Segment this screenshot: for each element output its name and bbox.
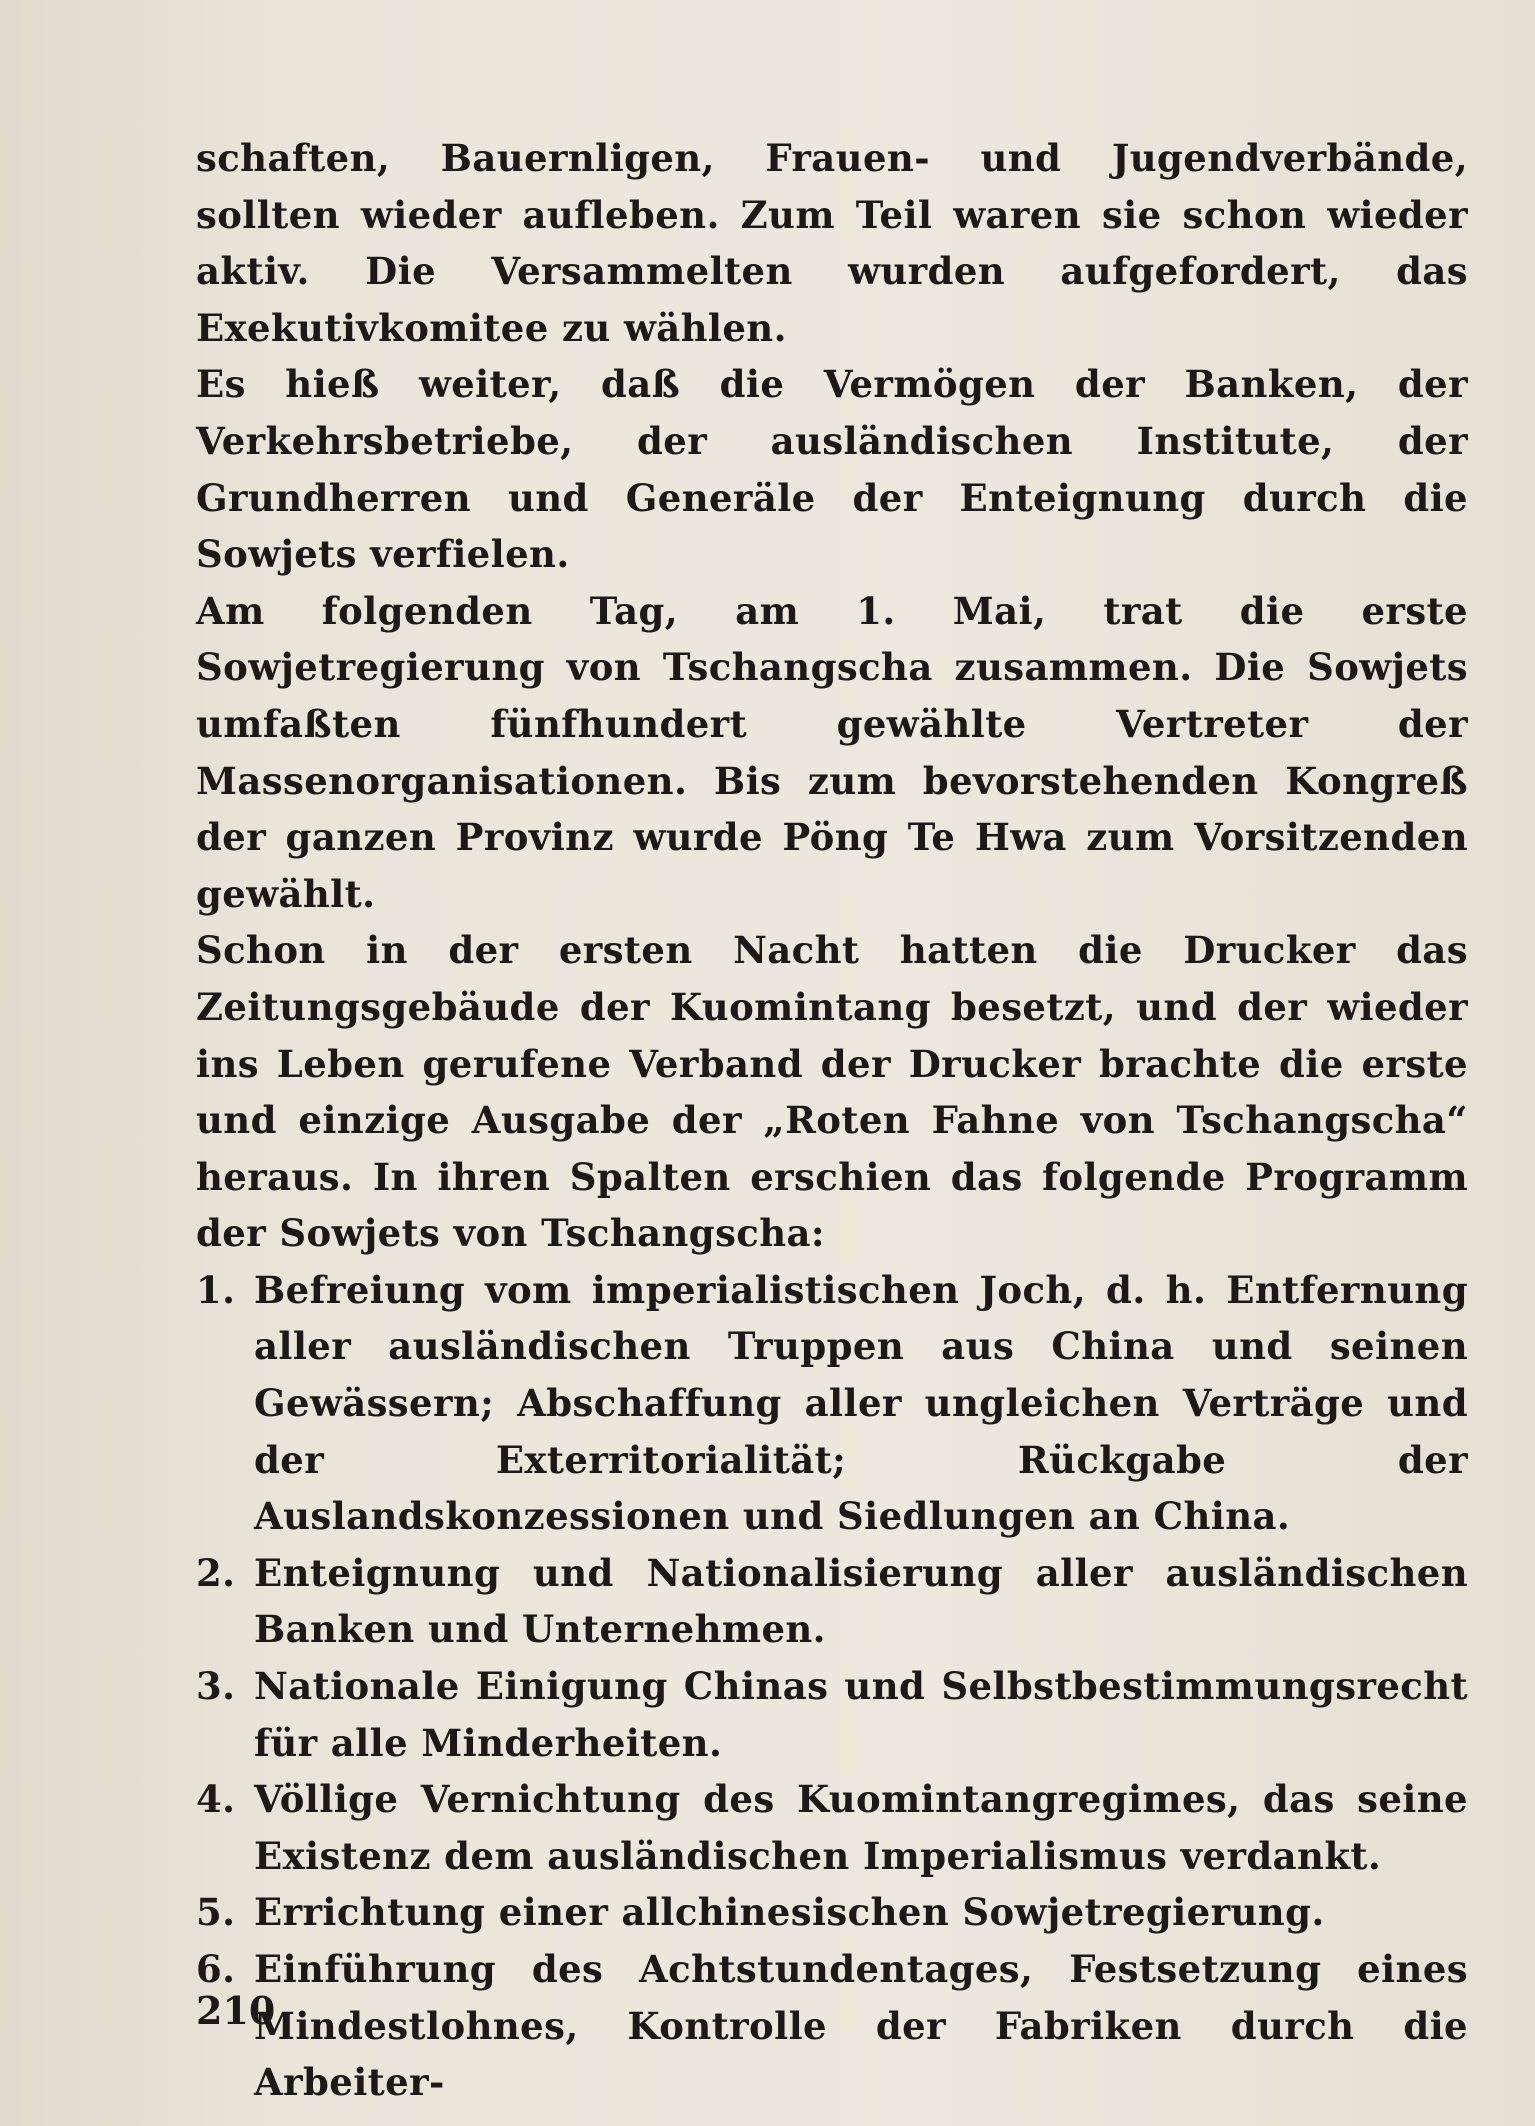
paragraph-4: Schon in der ersten Nacht hatten die Drucker das Zeitungsgebäude der Kuomintang besetzt, und der wieder ins Leben gerufene Verband der Drucker brachte die erste und einzige Ausgabe der „Roten Fahne von Tschangscha“ heraus. In ihren Spalten erschien das folgende Programm der Sowjets von Tschangscha: bbox=[196, 928, 1468, 1256]
program-item-number: 5. bbox=[196, 1890, 236, 1935]
program-item bbox=[196, 1658, 1468, 1771]
program-item-text: Völlige Vernichtung des Kuomintangregimes, das seine Existenz dem ausländischen Imperialismus verdankt. bbox=[254, 1777, 1468, 1878]
paragraph-3: Am folgenden Tag, am 1. Mai, trat die erste Sowjetregierung von Tschangscha zusammen. Die Sowjets umfaßten fünfhundert gewählte Vertreter der Massenorganisationen. Bis zum bevorstehenden Kongreß der ganzen Provinz wurde Pöng Te Hwa zum Vorsitzenden gewählt. bbox=[196, 588, 1468, 916]
program-item bbox=[196, 1545, 1468, 1658]
program-item-number: 6. bbox=[196, 1947, 236, 1991]
program-item-number: 2. bbox=[196, 1550, 236, 1595]
program-item-text: Errichtung einer allchinesischen Sowjetregierung. bbox=[254, 1890, 1325, 1935]
paragraph-1: schaften, Bauernligen, Frauen- und Jugendverbände, sollten wieder aufleben. Zum Teil waren sie schon wieder aktiv. Die Versammelten wurden aufgefordert, das Exekutivkomitee zu wählen. bbox=[196, 136, 1468, 350]
program-item bbox=[196, 1771, 1468, 1884]
program-item-text: Einführung des Achtstundentages, Festsetzung eines Mindestlohnes, Kontrolle der Fabriken durch die Arbeiter- bbox=[254, 1947, 1468, 2105]
program-item-number: 4. bbox=[196, 1777, 236, 1822]
paragraph-2: Es hieß weiter, daß die Vermögen der Banken, der Verkehrsbetriebe, der ausländischen Institute, der Grundherren und Generäle der Enteignung durch die Sowjets verfielen. bbox=[196, 362, 1468, 577]
program-item-text: Enteignung und Nationalisierung aller ausländischen Banken und Unternehmen. bbox=[254, 1550, 1468, 1652]
program-item-number: 1. bbox=[196, 1267, 236, 1312]
program-item bbox=[196, 1941, 1468, 2111]
program-list bbox=[196, 1262, 1468, 2111]
page-body-text bbox=[196, 130, 1468, 2111]
program-item-text: Befreiung vom imperialistischen Joch, d. h. Entfernung aller ausländischen Truppen aus China und seinen Gewässern; Abschaffung aller ungleichen Verträge und der Exterritorialität; Rückgabe der Auslandskonzessionen und Siedlungen an China. bbox=[254, 1267, 1468, 1539]
program-item bbox=[196, 1884, 1468, 1941]
page-number: 210 bbox=[196, 1988, 276, 2033]
program-item-text: Nationale Einigung Chinas und Selbstbestimmungsrecht für alle Minderheiten. bbox=[254, 1664, 1468, 1765]
program-item bbox=[196, 1262, 1468, 1545]
program-item-number: 3. bbox=[196, 1664, 236, 1709]
